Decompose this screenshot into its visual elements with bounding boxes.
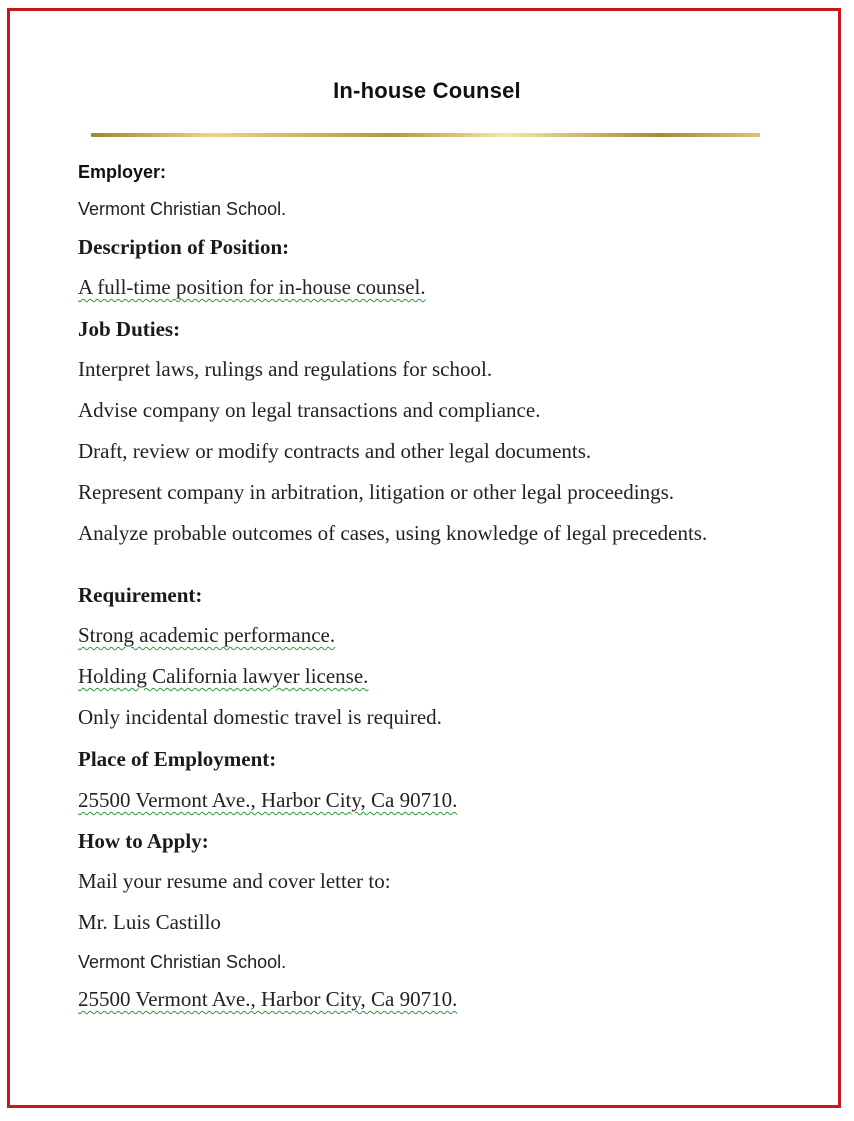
- apply-instruction: Mail your resume and cover letter to:: [78, 869, 391, 893]
- requirement-item: [78, 623, 335, 648]
- employer-heading: Employer:: [78, 162, 167, 182]
- requirement-text: Holding California lawyer license.: [78, 664, 369, 688]
- description-value: [78, 275, 426, 300]
- place-value: [78, 788, 457, 813]
- duties-heading: Job Duties:: [78, 317, 181, 341]
- contact-address-text: 25500 Vermont Ave., Harbor City, Ca 90710.: [78, 987, 458, 1011]
- contact-org: Vermont Christian School.: [78, 952, 287, 972]
- description-heading: Description of Position:: [78, 235, 290, 259]
- requirement-text: Strong academic performance.: [78, 623, 336, 647]
- duty-item: Draft, review or modify contracts and other legal documents.: [78, 439, 592, 463]
- contact-address: [78, 987, 457, 1012]
- requirement-item: [78, 664, 368, 689]
- contact-name: Mr. Luis Castillo: [78, 910, 221, 934]
- gold-divider: [91, 133, 760, 137]
- duty-item: Interpret laws, rulings and regulations for school.: [78, 357, 493, 381]
- place-address: 25500 Vermont Ave., Harbor City, Ca 90710.: [78, 788, 458, 812]
- description-text: A full-time position for in-house counsel.: [78, 275, 426, 299]
- duty-item: Analyze probable outcomes of cases, using knowledge of legal precedents.: [78, 521, 708, 545]
- apply-heading: How to Apply:: [78, 829, 209, 853]
- place-heading: Place of Employment:: [78, 747, 277, 771]
- duty-item: Advise company on legal transactions and compliance.: [78, 398, 541, 422]
- employer-value: Vermont Christian School.: [78, 199, 287, 219]
- requirement-heading: Requirement:: [78, 583, 203, 607]
- page-title: In-house Counsel: [333, 78, 521, 103]
- duty-item: Represent company in arbitration, litigation or other legal proceedings.: [78, 480, 674, 504]
- requirement-item: Only incidental domestic travel is required.: [78, 705, 442, 729]
